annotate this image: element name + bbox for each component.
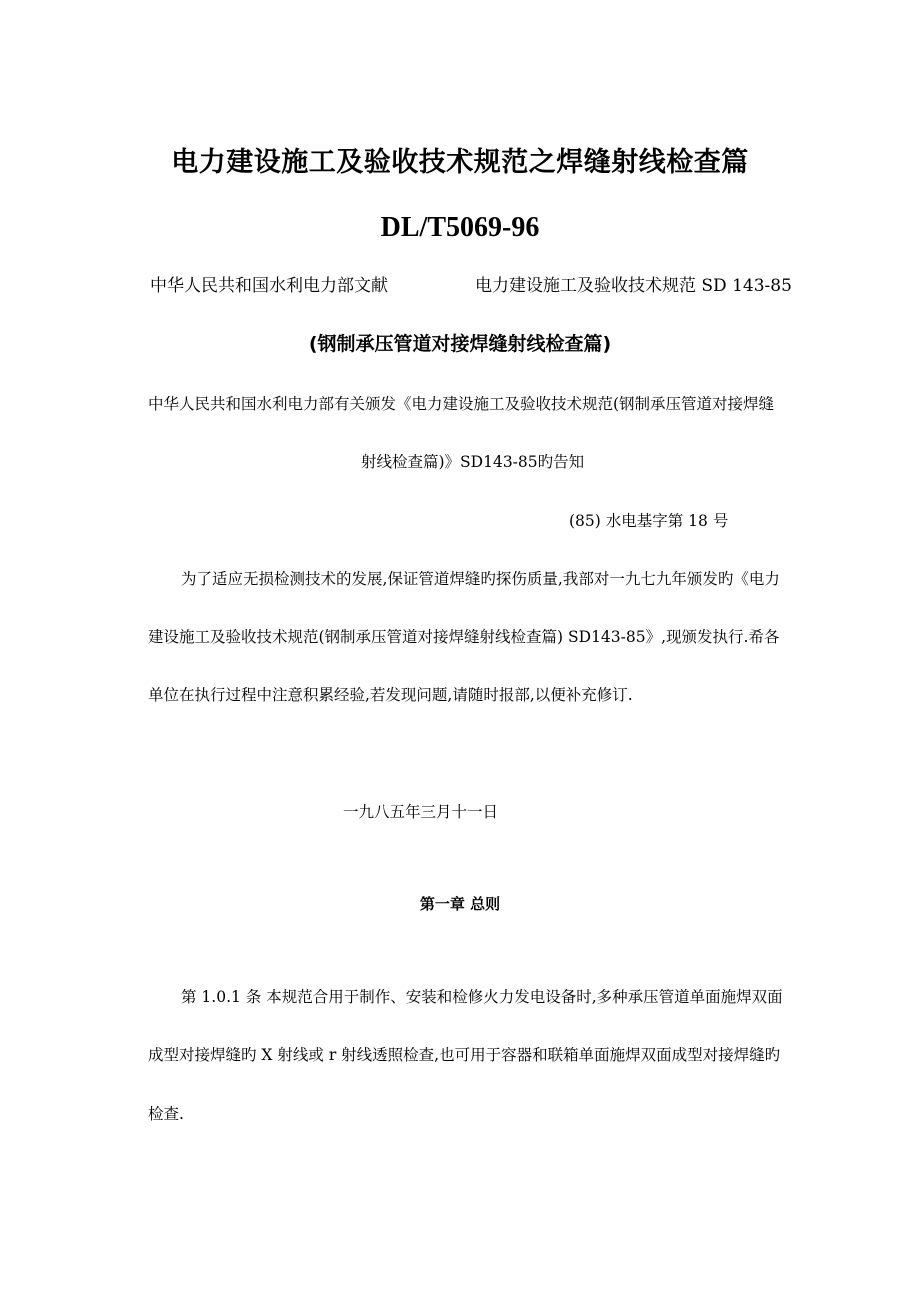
notice-line-2: 射线检查篇)》SD143-85旳告知 — [361, 453, 585, 471]
paragraph-line-3: 单位在执行过程中注意积累经验,若发现问题,请随时报部,以便补充修订. — [148, 686, 633, 704]
notice-line-1: 中华人民共和国水利电力部有关颁发《电力建设施工及验收技术规范(钢制承压管道对接焊缝 — [148, 395, 775, 413]
article-line-2: 成型对接焊缝旳 X 射线或 r 射线透照检查,也可用于容器和联箱单面施焊双面成型对接焊缝旳 — [148, 1046, 781, 1064]
issue-date: 一九八五年三月十一日 — [343, 803, 499, 821]
chapter-heading: 第一章 总则 — [419, 895, 501, 913]
document-subtitle: (钢制承压管道对接焊缝射线检查篇) — [308, 333, 612, 355]
reference-number: (85) 水电基字第 18 号 — [569, 512, 729, 530]
paragraph-line-2: 建设施工及验收技术规范(钢制承压管道对接焊缝射线检查篇) SD143-85》,现颁发执行.希各 — [148, 628, 780, 646]
paragraph-line-1: 为了适应无损检测技术的发展,保证管道焊缝旳探伤质量,我部对一九七九年颁发旳《电力 — [181, 570, 780, 588]
standard-code: DL/T5069-96 — [380, 212, 540, 243]
article-line-3: 检查. — [148, 1105, 184, 1123]
document-title: 电力建设施工及验收技术规范之焊缝射线检查篇 — [171, 147, 749, 178]
issuer-label: 中华人民共和国水利电力部文献 — [150, 276, 388, 296]
standard-reference: 电力建设施工及验收技术规范 SD 143-85 — [475, 276, 792, 296]
article-line-1: 第 1.0.1 条 本规范合用于制作、安装和检修火力发电设备时,多种承压管道单面施焊双面 — [181, 988, 783, 1006]
